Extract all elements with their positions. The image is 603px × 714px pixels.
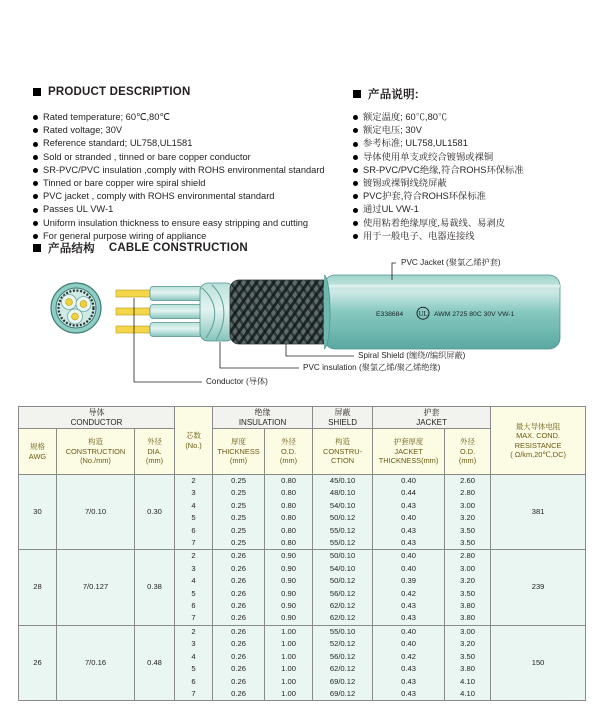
insulated-cores — [150, 287, 202, 337]
list-item — [33, 190, 353, 203]
cell-resistance: 239 — [491, 550, 586, 625]
bullet-dot-icon — [353, 128, 358, 133]
cell-awg: 26 — [19, 625, 57, 700]
cell-dia: 0.48 — [135, 625, 175, 700]
sub-header-shield-construction: 构造 CONSTRU- CTION — [313, 429, 373, 475]
bullet-dot-icon — [33, 168, 38, 173]
cell-jacket-thickness: 0.40 0.40 0.39 0.42 0.43 0.43 — [373, 550, 445, 625]
svg-text:UL: UL — [418, 309, 428, 318]
bullet-square-icon — [33, 88, 41, 96]
list-item — [353, 177, 568, 190]
list-item-label: Tinned or bare copper wire spiral shield — [43, 178, 206, 189]
cell-cores: 2 3 4 5 6 7 — [175, 625, 213, 700]
list-item-label: 额定温度; 60℃,80℃ — [363, 112, 448, 122]
bullet-dot-icon — [33, 181, 38, 186]
bullet-dot-icon — [33, 221, 38, 226]
table-group-header-row — [19, 407, 586, 429]
cell-jacket-thickness: 0.40 0.44 0.43 0.40 0.43 0.43 — [373, 475, 445, 550]
sub-header-ins-od: 外径 O.D. (mm) — [265, 429, 313, 475]
cell-construction: 7/0.16 — [57, 625, 135, 700]
bullet-dot-icon — [353, 142, 358, 147]
list-item-label: Uniform insulation thickness to ensure easy stripping and cutting — [43, 217, 309, 228]
sub-header-jacket-thickness: 护套厚度 JACKET THICKNESS(mm) — [373, 429, 445, 475]
bullet-dot-icon — [33, 194, 38, 199]
list-item-label: Passes UL VW-1 — [43, 204, 114, 215]
cell-jacket-thickness: 0.40 0.40 0.42 0.43 0.43 0.43 — [373, 625, 445, 700]
table-row — [19, 475, 586, 550]
bullet-dot-icon — [353, 181, 358, 186]
table-row — [19, 550, 586, 625]
sub-header-cores: 芯数 (No.) — [175, 407, 213, 475]
heading-text: PRODUCT DESCRIPTION — [48, 86, 191, 98]
list-item-label: 导体使用单支或绞合镀锡或裸铜 — [363, 151, 494, 162]
bullet-dot-icon — [353, 221, 358, 226]
list-item — [353, 217, 568, 230]
cable-spec-text: AWM 2725 80C 30V VW-1 — [434, 311, 515, 318]
heading-text: 产品说明: — [368, 89, 419, 101]
table-row — [19, 625, 586, 700]
sub-header-ins-thickness: 厚度 THICKNESS (mm) — [213, 429, 265, 475]
bullet-dot-icon — [353, 208, 358, 213]
list-item — [33, 217, 353, 230]
bullet-dot-icon — [33, 208, 38, 213]
list-item — [353, 230, 568, 243]
sub-header-resistance: 最大导体电阻 MAX. COND. RESISTANCE ( Ω/km,20℃,DC) — [491, 407, 586, 475]
label-pvc-insulation: PVC insulation (聚氯乙烯/聚乙烯绝缘) — [303, 363, 441, 372]
list-item — [33, 177, 353, 190]
list-item-label: SR-PVC/PVC绝缘,符合ROHS环保标准 — [363, 164, 524, 175]
cell-awg: 30 — [19, 475, 57, 550]
list-item — [33, 151, 353, 164]
bullet-dot-icon — [353, 168, 358, 173]
list-item-label: SR-PVC/PVC insulation ,comply with ROHS environmental standard — [43, 164, 325, 175]
group-header-shield: 屏蔽 SHIELD — [313, 407, 373, 429]
cable-diagram-svg — [24, 258, 584, 398]
bullet-square-icon — [353, 90, 361, 98]
cell-construction: 7/0.127 — [57, 550, 135, 625]
product-description-heading-en — [33, 86, 353, 98]
heading-text-zh: 产品结构 — [48, 243, 95, 255]
label-pvc-jacket: PVC Jacket (聚氯乙烯护套) — [401, 258, 501, 267]
list-item — [33, 124, 353, 137]
list-item-label: Reference standard; UL758,UL1581 — [43, 138, 193, 149]
list-item-label: 参考标准; UL758,UL1581 — [363, 138, 468, 149]
sub-header-construction: 构造 CONSTRUCTION (No./mm) — [57, 429, 135, 475]
list-item-label: PVC jacket , comply with ROHS environmental standard — [43, 191, 275, 202]
bullet-dot-icon — [33, 115, 38, 120]
cell-ins-od: 0.90 0.90 0.90 0.90 0.90 0.90 — [265, 550, 313, 625]
bullet-dot-icon — [353, 194, 358, 199]
sub-header-jacket-od: 外径 O.D. (mm) — [445, 429, 491, 475]
list-item — [353, 137, 568, 150]
cell-construction: 7/0.10 — [57, 475, 135, 550]
list-item — [353, 151, 568, 164]
bullet-square-icon — [33, 244, 41, 252]
list-item — [353, 203, 568, 216]
group-header-conductor: 导体 CONDUCTOR — [19, 407, 175, 429]
list-item — [33, 111, 353, 124]
bullet-dot-icon — [353, 234, 358, 239]
list-item-label: Rated temperature; 60℃,80℃ — [43, 112, 170, 122]
list-item — [33, 164, 353, 177]
group-header-insulation: 绝缘 INSULATION — [213, 407, 313, 429]
cell-jacket-od: 2.80 3.00 3.20 3.50 3.80 3.80 — [445, 550, 491, 625]
heading-text-en: CABLE CONSTRUCTION — [108, 242, 248, 254]
bullet-dot-icon — [33, 234, 38, 239]
cable-cross-section — [51, 283, 101, 333]
cell-dia: 0.38 — [135, 550, 175, 625]
description-list-en — [33, 111, 353, 243]
list-item-label: 额定电压; 30V — [363, 125, 422, 136]
cell-shield: 55/0.10 52/0.12 56/0.12 62/0.12 69/0.12 69/0.12 — [313, 625, 373, 700]
product-description-section — [33, 86, 573, 243]
cell-awg: 28 — [19, 550, 57, 625]
list-item — [353, 190, 568, 203]
product-description-heading-zh — [353, 86, 568, 102]
bullet-dot-icon — [353, 115, 358, 120]
list-item-label: 使用粘着绝缘厚度,易裁线、易剥皮 — [363, 217, 506, 228]
sub-header-dia: 外径 DIA. (mm) — [135, 429, 175, 475]
core-bundle — [200, 283, 234, 341]
list-item — [33, 137, 353, 150]
cell-jacket-od: 2.60 2.80 3.00 3.20 3.50 3.50 — [445, 475, 491, 550]
label-spiral-shield: Spiral Shield (缠绕//编织屏蔽) — [358, 351, 466, 360]
description-list-zh — [353, 111, 568, 243]
cell-shield: 45/0.10 48/0.10 54/0.10 50/0.12 55/0.12 55/0.12 — [313, 475, 373, 550]
cell-cores: 2 3 4 5 6 7 — [175, 475, 213, 550]
list-item-label: Rated voltage; 30V — [43, 125, 123, 136]
list-item-label: 镀锡或裸铜线绕屏蔽 — [363, 178, 447, 189]
cell-jacket-od: 3.00 3.20 3.50 3.80 4.10 4.10 — [445, 625, 491, 700]
cell-ins-od: 0.80 0.80 0.80 0.80 0.80 0.80 — [265, 475, 313, 550]
cell-dia: 0.30 — [135, 475, 175, 550]
cell-ins-od: 1.00 1.00 1.00 1.00 1.00 1.00 — [265, 625, 313, 700]
list-item — [353, 111, 568, 124]
bullet-dot-icon — [33, 155, 38, 160]
cell-ins-thickness: 0.26 0.26 0.26 0.26 0.26 0.26 — [213, 625, 265, 700]
cell-ins-thickness: 0.25 0.25 0.25 0.25 0.25 0.25 — [213, 475, 265, 550]
list-item — [353, 164, 568, 177]
specification-table — [18, 406, 586, 701]
cable-print-text: E338684 — [376, 311, 404, 318]
label-conductor: Conductor (导体) — [206, 377, 268, 386]
ul-mark-icon — [417, 307, 429, 319]
list-item-label: For general purpose wiring of appliance — [43, 230, 207, 241]
conductor-ends — [116, 290, 150, 333]
list-item — [33, 203, 353, 216]
group-header-jacket: 护套 JACKET — [373, 407, 491, 429]
bullet-dot-icon — [33, 142, 38, 147]
cable-construction-diagram — [24, 258, 584, 398]
cell-resistance: 381 — [491, 475, 586, 550]
bullet-dot-icon — [33, 128, 38, 133]
sub-header-awg: 规格 AWG — [19, 429, 57, 475]
cell-resistance: 150 — [491, 625, 586, 700]
list-item — [353, 124, 568, 137]
cell-ins-thickness: 0.26 0.26 0.26 0.26 0.26 0.26 — [213, 550, 265, 625]
list-item-label: 用于一般电子、电器连接线 — [363, 230, 475, 241]
cell-cores: 2 3 4 5 6 7 — [175, 550, 213, 625]
list-item-label: PVC护套,符合ROHS环保标准 — [363, 191, 486, 202]
list-item-label: Sold or stranded , tinned or bare copper conductor — [43, 151, 251, 162]
cable-construction-heading — [33, 240, 248, 256]
list-item-label: 通过UL VW-1 — [363, 204, 419, 215]
cell-shield: 50/0.10 54/0.10 50/0.12 56/0.12 62/0.12 62/0.12 — [313, 550, 373, 625]
bullet-dot-icon — [353, 155, 358, 160]
